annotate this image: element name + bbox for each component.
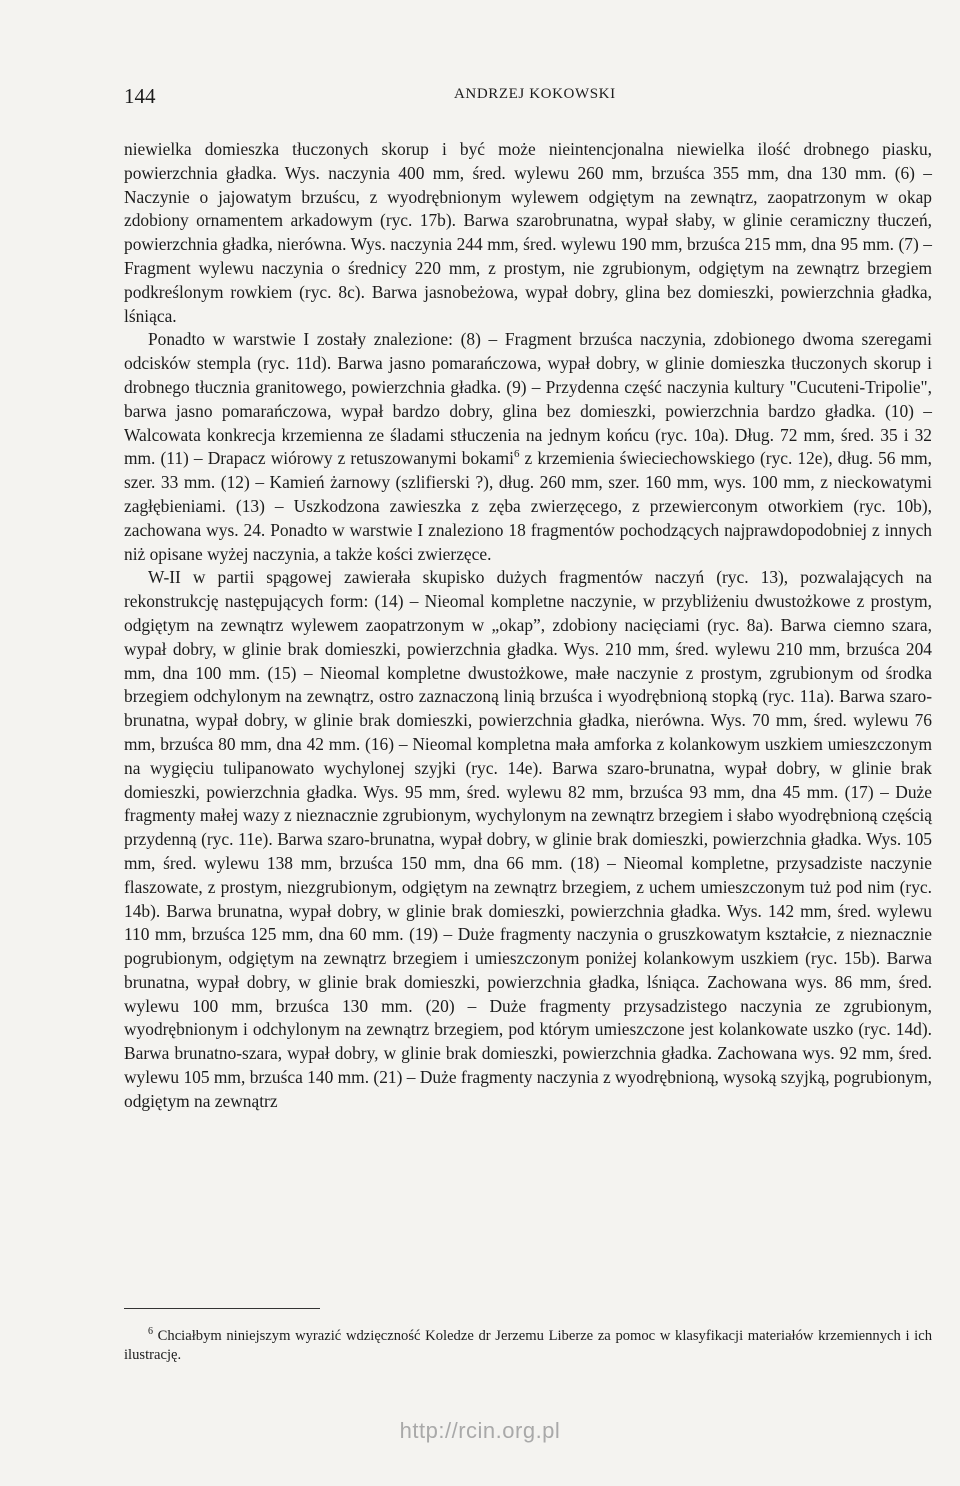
footnote-text: Chciałbym niniejszym wyrazić wdzięczność Koledze dr Jerzemu Liberze za pomoc w klasyfikacji materiałów krzemiennych i ich ilustrację. xyxy=(124,1328,932,1363)
footnote-reference: 6 xyxy=(513,448,520,461)
paragraph-2 xyxy=(124,328,932,566)
body-text xyxy=(124,138,932,1114)
footnote xyxy=(124,1327,932,1365)
paragraph-2-text: Ponadto w warstwie I zostały znalezione: (8) – Fragment brzuśca naczynia, zdobionego dwoma szeregami odcisków stempla (ryc. 11d). Barwa jasno pomarańczowa, wypał dobry, w glinie domieszka tłuczonych skorup i drobnego tłucznia granitowego, powierzchnia gładka. (9) – Przydenna część naczynia kultury "Cucuteni-Tripolie", barwa jasno pomarańczowa, wypał bardzo dobry, glina bez domieszki, powierzchnia bardzo gładka. (10) – Walcowata konkrecja krzemienna ze śladami stłuczenia na jednym końcu (ryc. 10a). Dług. 72 mm, śred. 35 i 32 mm. (11) – Drapacz wiórowy z retuszowanymi bokami xyxy=(124,329,932,469)
page-number: 144 xyxy=(124,84,156,108)
source-watermark: http://rcin.org.pl xyxy=(399,1418,561,1443)
paragraph-3: W-II w partii spągowej zawierała skupisko dużych fragmentów naczyń (ryc. 13), pozwalających na rekonstrukcję następujących form: (14) – Nieomal kompletne naczynie, w przybliżeniu dwustożkowe z prostym, odgiętym na zewnątrz wylewem zaopatrzonym w „okap”, zdobiony nacięciami (ryc. 8a). Barwa ciemno szara, wypał dobry, w glinie brak domieszki, powierzchnia gładka. Wys. 210 mm, śred. wylewu 210 mm, brzuśca 204 mm, dna 100 mm. (15) – Nieomal kompletne dwustożkowe, małe naczynie z prostym, zgrubionym od środka brzegiem odchylonym na zewnątrz, ostro zaznaczoną linią brzuśca i wyodrębnioną stopką (ryc. 11a). Barwa szaro-brunatna, wypał dobry, w glinie brak domieszki, powierzchnia gładka, nierówna. Wys. 70 mm, śred. wylewu 76 mm, brzuśca 80 mm, dna 42 mm. (16) – Nieomal kompletna mała amforka z kolankowym uszkiem umieszczonym na wygięciu tulipanowato wychylonej szyjki (ryc. 14e). Barwa szaro-brunatna, wypał dobry, w glinie brak domieszki, powierzchnia gładka. Wys. 95 mm, śred. wylewu 82 mm, brzuśca 93 mm, dna 45 mm. (17) – Duże fragmenty małej wazy z nieznacznie zgrubionym, wychylonym na zewnątrz brzegiem i słabo wyodrębnioną częścią przydenną (ryc. 11e). Barwa szaro-brunatna, wypał dobry, w glinie brak domieszki, powierzchnia gładka. Wys. 105 mm, śred. wylewu 138 mm, brzuśca 150 mm, dna 66 mm. (18) – Nieomal kompletne, przysadziste naczynie flaszowate, z prostym, niezgrubionym, odgiętym na zewnątrz brzegiem, z uchem umieszczonym tuż pod nim (ryc. 14b). Barwa brunatna, wypał dobry, w glinie brak domieszki, powierzchnia gładka. Wys. 142 mm, śred. wylewu 110 mm, brzuśca 125 mm, dna 60 mm. (19) – Duże fragmenty naczynia o gruszkowatym kształcie, z nieznacznie pogrubionym, odgiętym na zewnątrz brzegiem i umieszczonym poniżej kolankowym uszkiem (ryc. 15b). Barwa brunatna, wypał dobry, w glinie brak domieszki, powierzchnia gładka, lśniąca. Zachowana wys. 86 mm, śred. wylewu 100 mm, brzuśca 130 mm. (20) – Duże fragmenty przysadzistego naczynia ze zgrubionym, wyodrębnionym i odchylonym na zewnątrz brzegiem, pod którym umieszczone jest kolankowate uszko (ryc. 14d). Barwa brunatno-szara, wypał dobry, w glinie brak domieszki, powierzchnia gładka. Zachowana wys. 92 mm, śred. wylewu 105 mm, brzuśca 140 mm. (21) – Duże fragmenty naczynia z wyodrębnioną, wysoką szyjką, pogrubionym, odgiętym na zewnątrz xyxy=(124,567,932,1111)
paragraph-1: niewielka domieszka tłuczonych skorup i być może nieintencjonalna niewielka ilość drobnego piasku, powierzchnia gładka. Wys. naczynia 400 mm, śred. wylewu 260 mm, brzuśca 355 mm, dna 130 mm. (6) – Naczynie o jajowatym brzuścu, z wyodrębnionym wylewem odgiętym na zewnątrz, zaopatrzonym w okap zdobiony ornamentem arkadowym (ryc. 17b). Barwa szarobrunatna, wypał słaby, w glinie ceramiczny tłuczeń, powierzchnia gładka, nierówna. Wys. naczynia 244 mm, śred. wylewu 190 mm, brzuśca 215 mm, dna 95 mm. (7) – Fragment wylewu naczynia o średnicy 220 mm, z prostym, nie zgrubionym, odgiętym na zewnątrz brzegiem podkreślonym rowkiem (ryc. 8c). Barwa jasnobeżowa, wypał dobry, glina bez domieszki, powierzchnia gładka, lśniąca. xyxy=(124,139,932,326)
running-head: ANDRZEJ KOKOWSKI xyxy=(454,86,616,102)
footnote-rule xyxy=(124,1308,320,1309)
paragraph-2-rest: z krzemienia świeciechowskiego (ryc. 12e), dług. 56 mm, szer. 33 mm. (12) – Kamień żarnowy (szlifierski ?), dług. 260 mm, szer. 160 mm, wys. 100 mm, z nieckowatymi zagłębieniami. (13) – Uszkodzona zawieszka z zęba zwierzęcego, z przewierconym otworkiem (ryc. 10b), zachowana wys. 24. Ponadto w warstwie I znaleziono 18 fragmentów pochodzących najprawdopodobniej z innych niż opisane wyżej naczynia, a także kości zwierzęce. xyxy=(124,448,932,564)
footnote-marker: 6 xyxy=(148,1326,153,1338)
